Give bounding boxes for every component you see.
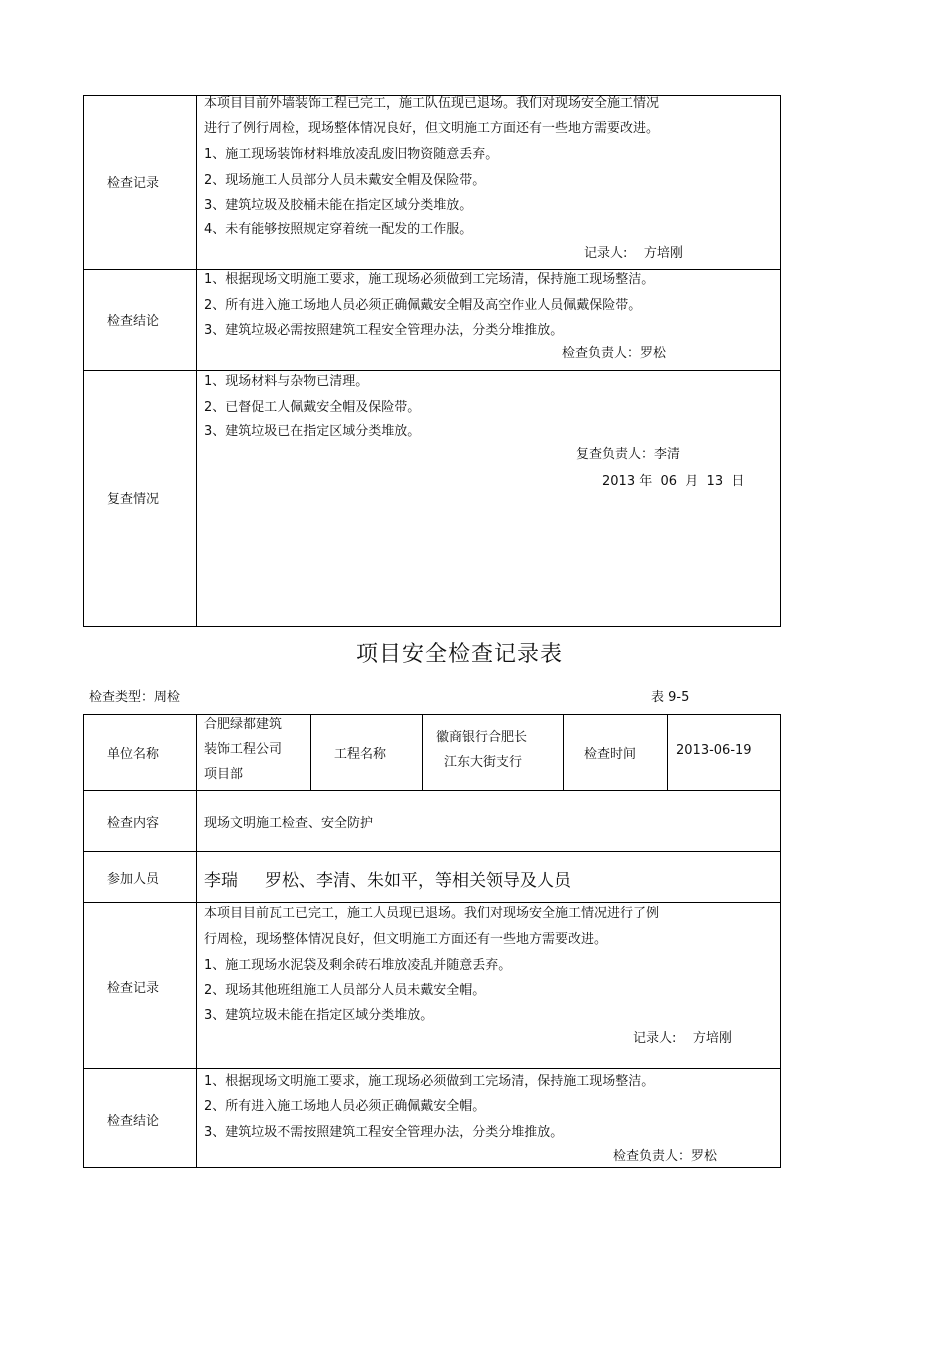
content-label: 检查内容 <box>107 816 160 831</box>
prev-record-line: 2、现场施工人员部分人员未戴安全帽及保险带。 <box>204 173 486 188</box>
table-divider <box>310 714 311 790</box>
unit-value-line: 装饰工程公司 <box>204 742 283 757</box>
table-divider <box>422 714 423 790</box>
form-title: 项目安全检查记录表 <box>356 642 564 667</box>
prev-review-line: 2、已督促工人佩戴安全帽及保险带。 <box>204 400 421 415</box>
time-value: 2013-06-19 <box>676 743 752 758</box>
participants-value: 李瑞 罗松、李清、朱如平，等相关领导及人员 <box>204 871 572 891</box>
prev-record-line: 1、施工现场装饰材料堆放凌乱废旧物资随意丢弃。 <box>204 147 499 162</box>
table-divider <box>563 714 564 790</box>
record-label: 检查记录 <box>107 981 160 996</box>
prev-review-line: 1、现场材料与杂物已清理。 <box>204 374 369 389</box>
table-divider <box>667 714 668 790</box>
check-type: 检查类型：周检 <box>89 690 181 705</box>
table-rule <box>83 902 781 903</box>
prev-table-rule <box>83 269 781 270</box>
prev-conclusion-label: 检查结论 <box>107 314 160 329</box>
table-rule <box>83 790 781 791</box>
time-label: 检查时间 <box>584 747 637 762</box>
recorder: 记录人: 方培刚 <box>633 1031 732 1046</box>
participants-label: 参加人员 <box>107 872 160 887</box>
prev-record-line: 3、建筑垃圾及胶桶未能在指定区域分类堆放。 <box>204 198 473 213</box>
prev-conclusion-line: 1、根据现场文明施工要求，施工现场必须做到工完场清，保持施工现场整洁。 <box>204 272 655 287</box>
conclusion-line: 1、根据现场文明施工要求，施工现场必须做到工完场清，保持施工现场整洁。 <box>204 1074 655 1089</box>
form-number: 表 9-5 <box>651 690 690 705</box>
table-rule <box>83 851 781 852</box>
record-line: 2、现场其他班组施工人员部分人员未戴安全帽。 <box>204 983 486 998</box>
prev-review-sign: 复查负责人：李清 <box>576 447 681 462</box>
unit-label: 单位名称 <box>107 747 160 762</box>
project-value-line: 徽商银行合肥长 <box>436 730 528 745</box>
conclusion-line: 3、建筑垃圾不需按照建筑工程安全管理办法，分类分堆推放。 <box>204 1125 564 1140</box>
prev-record-label: 检查记录 <box>107 176 160 191</box>
record-line: 1、施工现场水泥袋及剩余砖石堆放凌乱并随意丢弃。 <box>204 958 512 973</box>
prev-record-line: 4、未有能够按照规定穿着统一配发的工作服。 <box>204 222 473 237</box>
project-value-line: 江东大街支行 <box>444 755 523 770</box>
prev-record-line: 本项目目前外墙装饰工程已完工，施工队伍现已退场。我们对现场安全施工情况 <box>204 96 660 111</box>
prev-table-rule <box>83 370 781 371</box>
table-rule <box>83 1068 781 1069</box>
prev-recorder: 记录人: 方培刚 <box>584 246 683 261</box>
prev-review-date: 2013 年 06 月 13 日 <box>602 474 745 489</box>
project-label: 工程名称 <box>334 747 387 762</box>
prev-table-divider <box>196 95 197 627</box>
prev-review-line: 3、建筑垃圾已在指定区域分类堆放。 <box>204 424 421 439</box>
conclusion-line: 2、所有进入施工场地人员必须正确佩戴安全帽。 <box>204 1099 486 1114</box>
record-line: 本项目目前瓦工已完工，施工人员现已退场。我们对现场安全施工情况进行了例 <box>204 906 660 921</box>
prev-conclusion-sign: 检查负责人：罗松 <box>562 346 667 361</box>
prev-conclusion-line: 3、建筑垃圾必需按照建筑工程安全管理办法，分类分堆推放。 <box>204 323 564 338</box>
conclusion-sign: 检查负责人：罗松 <box>613 1149 718 1164</box>
table-divider <box>196 714 197 1168</box>
conclusion-label: 检查结论 <box>107 1114 160 1129</box>
content-value: 现场文明施工检查、安全防护 <box>204 816 374 831</box>
unit-value-line: 合肥绿都建筑 <box>204 717 283 732</box>
record-line: 行周检，现场整体情况良好，但文明施工方面还有一些地方需要改进。 <box>204 932 608 947</box>
unit-value-line: 项目部 <box>204 767 244 782</box>
prev-conclusion-line: 2、所有进入施工场地人员必须正确佩戴安全帽及高空作业人员佩戴保险带。 <box>204 298 642 313</box>
record-line: 3、建筑垃圾未能在指定区域分类堆放。 <box>204 1008 434 1023</box>
prev-review-label: 复查情况 <box>107 492 160 507</box>
prev-record-line: 进行了例行周检，现场整体情况良好，但文明施工方面还有一些地方需要改进。 <box>204 121 660 136</box>
